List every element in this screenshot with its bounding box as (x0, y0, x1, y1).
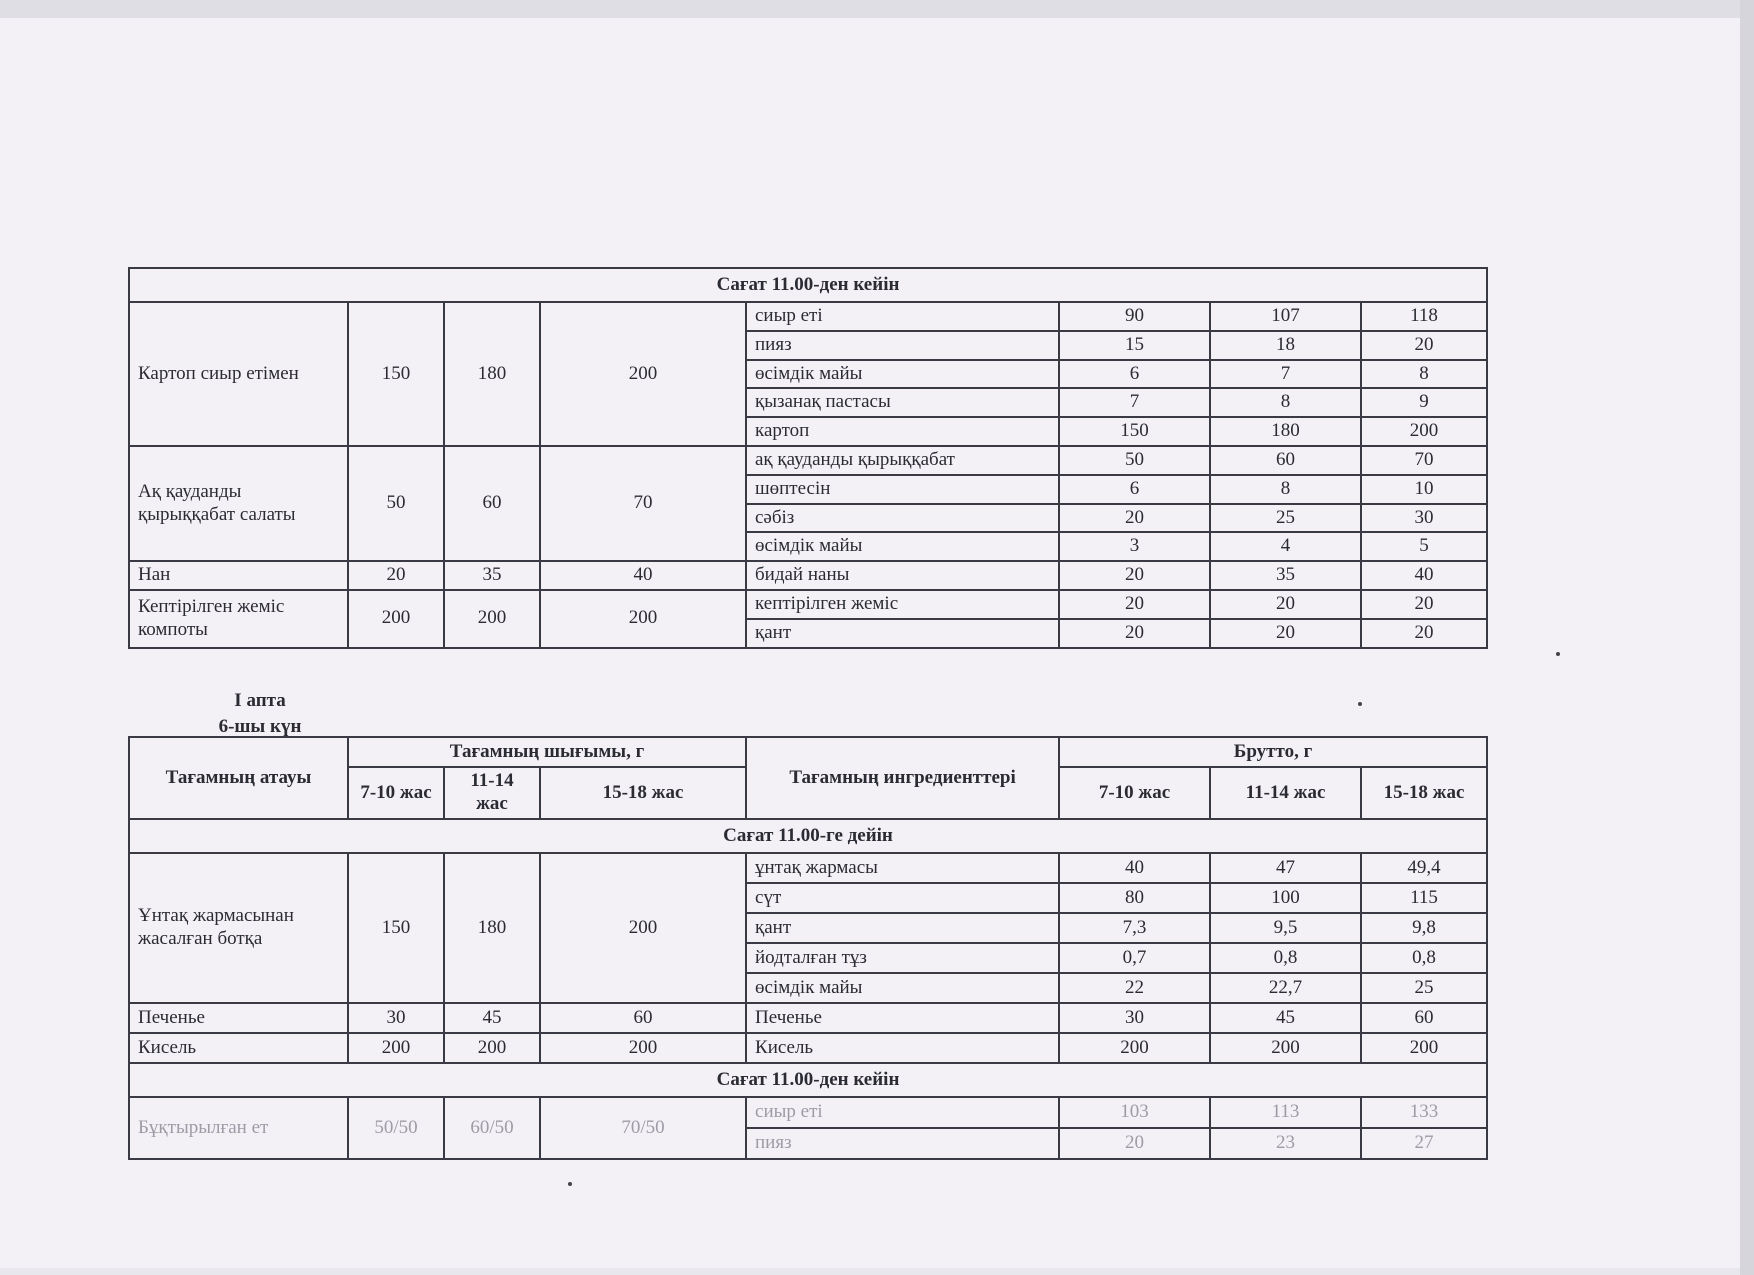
ingredient-brutto: 5 (1361, 532, 1487, 561)
ingredient-name: өсімдік майы (746, 973, 1059, 1003)
dish-name: Ұнтақ жармасынан жасалған ботқа (129, 853, 348, 1003)
section-row (129, 1063, 1487, 1097)
dish-output: 200 (348, 590, 444, 648)
scan-speck (1556, 652, 1560, 656)
ingredient-brutto: 20 (1059, 590, 1210, 619)
ingredient-brutto: 200 (1059, 1033, 1210, 1063)
ingredient-name: пияз (746, 331, 1059, 360)
ingredient-brutto: 25 (1210, 504, 1361, 533)
ingredient-brutto: 0,8 (1210, 943, 1361, 973)
table-row (129, 1097, 1487, 1128)
ingredient-brutto: 47 (1210, 853, 1361, 883)
ingredient-brutto: 133 (1361, 1097, 1487, 1128)
ingredient-name: ақ қауданды қырыққабат (746, 446, 1059, 475)
ingredient-brutto: 200 (1361, 1033, 1487, 1063)
ingredient-brutto: 3 (1059, 532, 1210, 561)
ingredient-name: бидай наны (746, 561, 1059, 590)
section-row (129, 268, 1487, 302)
ingredient-brutto: 60 (1210, 446, 1361, 475)
ingredient-name: қант (746, 913, 1059, 943)
dish-output: 150 (348, 302, 444, 446)
ingredient-name: Печенье (746, 1003, 1059, 1033)
header-output: Тағамның шығымы, г (348, 737, 746, 767)
ingredient-brutto: 20 (1361, 590, 1487, 619)
ingredient-brutto: 4 (1210, 532, 1361, 561)
dish-output: 45 (444, 1003, 540, 1033)
dish-output: 30 (348, 1003, 444, 1033)
header-brutto: Брутто, г (1059, 737, 1487, 767)
scan-speck (1358, 702, 1362, 706)
day-label: 6-шы күн (218, 716, 302, 737)
ingredient-brutto: 7 (1210, 360, 1361, 389)
header-brutto-age-7-10: 7-10 жас (1059, 767, 1210, 819)
ingredient-brutto: 35 (1210, 561, 1361, 590)
ingredient-name: сәбіз (746, 504, 1059, 533)
ingredient-brutto: 22 (1059, 973, 1210, 1003)
ingredient-brutto: 70 (1361, 446, 1487, 475)
ingredient-brutto: 9 (1361, 388, 1487, 417)
dish-output: 20 (348, 561, 444, 590)
dish-output: 180 (444, 302, 540, 446)
ingredient-name: өсімдік майы (746, 360, 1059, 389)
ingredient-brutto: 9,5 (1210, 913, 1361, 943)
ingredient-brutto: 6 (1059, 475, 1210, 504)
ingredient-brutto: 20 (1059, 561, 1210, 590)
dish-output: 60/50 (444, 1097, 540, 1159)
ingredient-name: шөптесін (746, 475, 1059, 504)
ingredient-brutto: 90 (1059, 302, 1210, 331)
ingredient-brutto: 150 (1059, 417, 1210, 446)
ingredient-brutto: 103 (1059, 1097, 1210, 1128)
dish-name: Ақ қауданды қырыққабат салаты (129, 446, 348, 561)
menu-table-2 (128, 736, 1488, 1160)
ingredient-brutto: 45 (1210, 1003, 1361, 1033)
ingredient-brutto: 10 (1361, 475, 1487, 504)
ingredient-brutto: 20 (1059, 619, 1210, 648)
ingredient-brutto: 80 (1059, 883, 1210, 913)
dish-name: Бұқтырылған ет (129, 1097, 348, 1159)
ingredient-brutto: 20 (1059, 1128, 1210, 1159)
dish-output: 200 (540, 853, 746, 1003)
dish-output: 70 (540, 446, 746, 561)
header-output-age-7-10: 7-10 жас (348, 767, 444, 819)
ingredient-name: кептірілген жеміс (746, 590, 1059, 619)
dish-output: 60 (444, 446, 540, 561)
dish-output: 40 (540, 561, 746, 590)
ingredient-brutto: 25 (1361, 973, 1487, 1003)
header-output-age-15-18: 15-18 жас (540, 767, 746, 819)
table-row (129, 302, 1487, 331)
dish-output: 200 (540, 590, 746, 648)
ingredient-brutto: 8 (1210, 475, 1361, 504)
ingredient-brutto: 30 (1361, 504, 1487, 533)
ingredient-brutto: 8 (1361, 360, 1487, 389)
dish-output: 180 (444, 853, 540, 1003)
ingredient-name: өсімдік майы (746, 532, 1059, 561)
header-brutto-age-15-18: 15-18 жас (1361, 767, 1487, 819)
dish-output: 150 (348, 853, 444, 1003)
ingredient-brutto: 40 (1059, 853, 1210, 883)
menu-table-bottom (128, 736, 1486, 1160)
ingredient-brutto: 115 (1361, 883, 1487, 913)
ingredient-name: сүт (746, 883, 1059, 913)
ingredient-brutto: 49,4 (1361, 853, 1487, 883)
dish-output: 200 (444, 590, 540, 648)
dish-output: 200 (444, 1033, 540, 1063)
table-row (129, 1033, 1487, 1063)
ingredient-name: сиыр еті (746, 302, 1059, 331)
dish-name: Картоп сиыр етімен (129, 302, 348, 446)
ingredient-brutto: 8 (1210, 388, 1361, 417)
table-row (129, 561, 1487, 590)
scan-top-edge (0, 0, 1754, 18)
ingredient-brutto: 100 (1210, 883, 1361, 913)
ingredient-brutto: 20 (1361, 331, 1487, 360)
ingredient-brutto: 9,8 (1361, 913, 1487, 943)
ingredient-name: қызанақ пастасы (746, 388, 1059, 417)
section-title: Сағат 11.00-ден кейін (129, 1063, 1487, 1097)
ingredient-brutto: 180 (1210, 417, 1361, 446)
ingredient-brutto: 0,7 (1059, 943, 1210, 973)
ingredient-brutto: 40 (1361, 561, 1487, 590)
ingredient-name: қант (746, 619, 1059, 648)
table-row (129, 853, 1487, 883)
ingredient-brutto: 22,7 (1210, 973, 1361, 1003)
scan-right-edge (1740, 0, 1754, 1275)
ingredient-name: сиыр еті (746, 1097, 1059, 1128)
section-row (129, 819, 1487, 853)
header-output-age-11-14: 11-14 жас (444, 767, 540, 819)
menu-table-top (128, 267, 1486, 649)
ingredient-brutto: 0,8 (1361, 943, 1487, 973)
dish-output: 200 (540, 1033, 746, 1063)
ingredient-brutto: 15 (1059, 331, 1210, 360)
scan-speck (568, 1182, 572, 1186)
ingredient-name: картоп (746, 417, 1059, 446)
ingredient-brutto: 107 (1210, 302, 1361, 331)
ingredient-brutto: 20 (1361, 619, 1487, 648)
menu-table-1 (128, 267, 1488, 649)
table-row (129, 590, 1487, 619)
ingredient-name: Кисель (746, 1033, 1059, 1063)
ingredient-brutto: 23 (1210, 1128, 1361, 1159)
ingredient-brutto: 27 (1361, 1128, 1487, 1159)
dish-output: 70/50 (540, 1097, 746, 1159)
section-title: Сағат 11.00-ге дейін (129, 819, 1487, 853)
ingredient-brutto: 50 (1059, 446, 1210, 475)
ingredient-brutto: 200 (1210, 1033, 1361, 1063)
dish-name: Нан (129, 561, 348, 590)
ingredient-brutto: 118 (1361, 302, 1487, 331)
dish-output: 200 (540, 302, 746, 446)
dish-name: Кисель (129, 1033, 348, 1063)
ingredient-brutto: 30 (1059, 1003, 1210, 1033)
header-ingredients: Тағамның ингредиенттері (746, 737, 1059, 819)
table-row (129, 446, 1487, 475)
dish-output: 35 (444, 561, 540, 590)
ingredient-brutto: 18 (1210, 331, 1361, 360)
dish-output: 50/50 (348, 1097, 444, 1159)
week-label: I апта (234, 690, 286, 711)
section-title: Сағат 11.00-ден кейін (129, 268, 1487, 302)
ingredient-brutto: 60 (1361, 1003, 1487, 1033)
ingredient-name: ұнтақ жармасы (746, 853, 1059, 883)
header-dish-name: Тағамның атауы (129, 737, 348, 819)
ingredient-brutto: 20 (1210, 619, 1361, 648)
dish-name: Печенье (129, 1003, 348, 1033)
ingredient-brutto: 20 (1210, 590, 1361, 619)
table-row (129, 1003, 1487, 1033)
ingredient-brutto: 200 (1361, 417, 1487, 446)
ingredient-brutto: 7 (1059, 388, 1210, 417)
ingredient-brutto: 113 (1210, 1097, 1361, 1128)
dish-output: 60 (540, 1003, 746, 1033)
dish-name: Кептірілген жеміс компоты (129, 590, 348, 648)
ingredient-brutto: 7,3 (1059, 913, 1210, 943)
dish-output: 200 (348, 1033, 444, 1063)
ingredient-name: пияз (746, 1128, 1059, 1159)
ingredient-brutto: 6 (1059, 360, 1210, 389)
ingredient-brutto: 20 (1059, 504, 1210, 533)
ingredient-name: йодталған тұз (746, 943, 1059, 973)
dish-output: 50 (348, 446, 444, 561)
header-brutto-age-11-14: 11-14 жас (1210, 767, 1361, 819)
